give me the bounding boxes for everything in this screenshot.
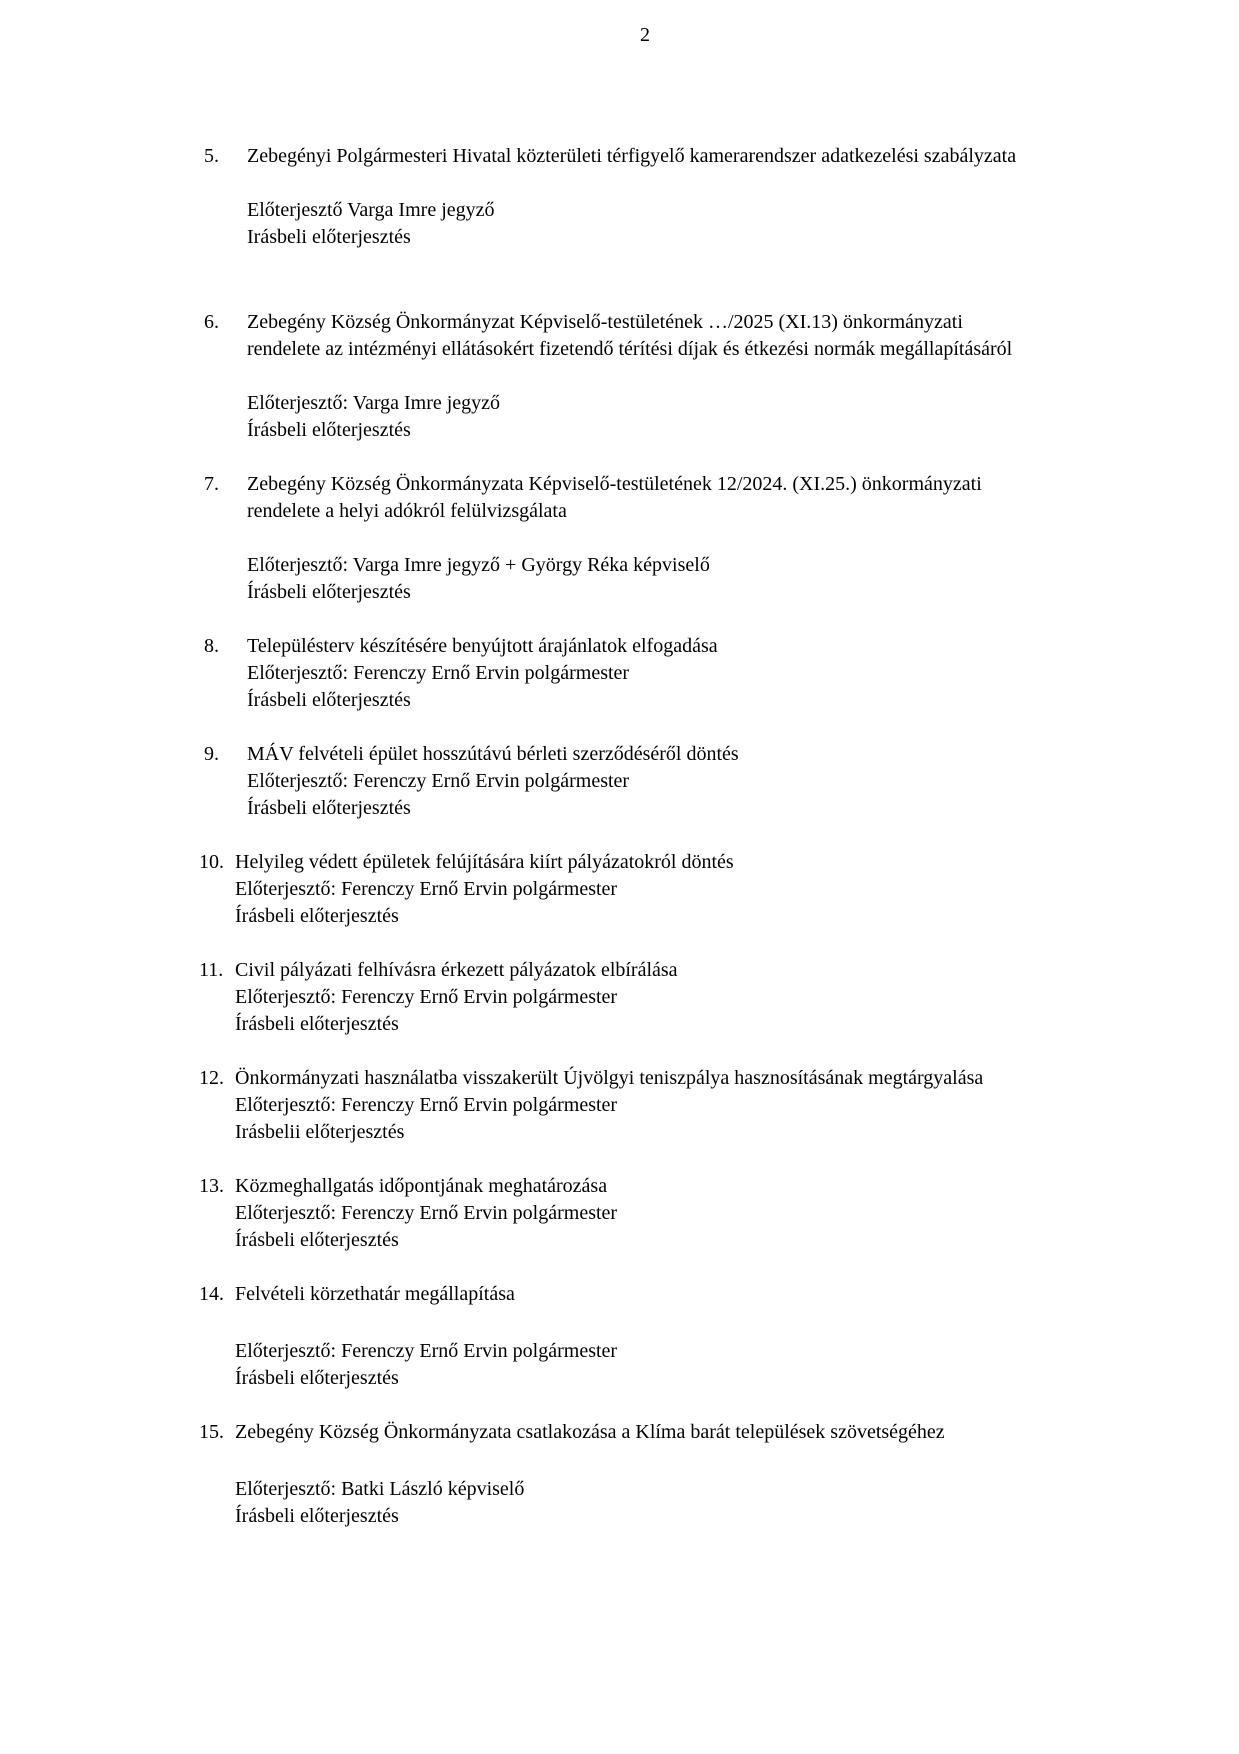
item-title-line-2: rendelete a helyi adókról felülvizsgálata [247, 500, 567, 522]
item-submission-type: Írásbeli előterjesztés [235, 905, 399, 927]
page-number: 2 [640, 24, 650, 46]
agenda-item-11 [0, 957, 1239, 1038]
item-presenter: Előterjesztő: Varga Imre jegyző + György Réka képviselő [247, 554, 710, 576]
item-title: Zebegény Község Önkormányzata csatlakozása a Klíma barát települések szövetségéhez [235, 1421, 945, 1443]
item-title: Településterv készítésére benyújtott árajánlatok elfogadása [247, 635, 718, 657]
item-title: Zebegény Község Önkormányzata Képviselő-testületének 12/2024. (XI.25.) önkormányzati [247, 473, 982, 495]
item-submission-type: Írásbeli előterjesztés [235, 1367, 399, 1389]
item-presenter: Előterjesztő: Ferenczy Ernő Ervin polgármester [235, 878, 618, 900]
item-submission-type: Irásbelii előterjesztés [235, 1121, 405, 1143]
item-number: 8. [204, 635, 219, 657]
item-title: Zebegényi Polgármesteri Hivatal közterületi térfigyelő kamerarendszer adatkezelési szabályzata [247, 145, 1017, 167]
item-number: 6. [204, 311, 219, 333]
item-submission-type: Írásbeli előterjesztés [235, 1505, 399, 1527]
item-number: 10. [199, 851, 224, 873]
item-number: 7. [204, 473, 219, 495]
agenda-item-10 [0, 849, 1239, 930]
agenda-item-9 [0, 741, 1239, 822]
item-presenter: Előterjesztő: Ferenczy Ernő Ervin polgármester [247, 662, 630, 684]
agenda-item-7 [0, 471, 1239, 606]
item-submission-type: Írásbeli előterjesztés [235, 1013, 399, 1035]
item-presenter: Előterjesztő: Varga Imre jegyző [247, 392, 501, 414]
agenda-item-15 [0, 1419, 1239, 1530]
item-number: 15. [199, 1421, 224, 1443]
item-number: 12. [199, 1067, 224, 1089]
item-title-line-2: rendelete az intézményi ellátásokért fizetendő térítési díjak és étkezési normák megállapításáról [247, 338, 1013, 360]
item-presenter: Előterjesztő: Ferenczy Ernő Ervin polgármester [235, 986, 618, 1008]
item-number: 5. [204, 145, 219, 167]
item-submission-type: Írásbeli előterjesztés [247, 797, 411, 819]
item-title: Zebegény Község Önkormányzat Képviselő-testületének …/2025 (XI.13) önkormányzati [247, 311, 963, 333]
item-title: MÁV felvételi épület hosszútávú bérleti szerződéséről döntés [247, 743, 739, 765]
agenda-item-5 [0, 143, 1239, 251]
agenda-item-6 [0, 309, 1239, 444]
item-title: Önkormányzati használatba visszakerült Újvölgyi teniszpálya hasznosításának megtárgyalása [235, 1067, 984, 1089]
item-title: Felvételi körzethatár megállapítása [235, 1283, 515, 1305]
item-presenter: Előterjesztő Varga Imre jegyző [247, 199, 495, 221]
item-presenter: Előterjesztő: Ferenczy Ernő Ervin polgármester [247, 770, 630, 792]
item-number: 14. [199, 1283, 224, 1305]
agenda-item-13 [0, 1173, 1239, 1254]
item-number: 9. [204, 743, 219, 765]
item-title: Helyileg védett épületek felújítására kiírt pályázatokról döntés [235, 851, 734, 873]
item-number: 13. [199, 1175, 224, 1197]
item-submission-type: Írásbeli előterjesztés [235, 1229, 399, 1251]
agenda-item-12 [0, 1065, 1239, 1146]
item-title: Civil pályázati felhívásra érkezett pályázatok elbírálása [235, 959, 678, 981]
agenda-item-8 [0, 633, 1239, 714]
item-submission-type: Írásbeli előterjesztés [247, 581, 411, 603]
item-submission-type: Irásbeli előterjesztés [247, 226, 411, 248]
item-presenter: Előterjesztő: Ferenczy Ernő Ervin polgármester [235, 1340, 618, 1362]
item-presenter: Előterjesztő: Ferenczy Ernő Ervin polgármester [235, 1202, 618, 1224]
item-presenter: Előterjesztő: Batki László képviselő [235, 1478, 525, 1500]
agenda-item-14 [0, 1281, 1239, 1392]
item-submission-type: Írásbeli előterjesztés [247, 689, 411, 711]
item-presenter: Előterjesztő: Ferenczy Ernő Ervin polgármester [235, 1094, 618, 1116]
item-number: 11. [199, 959, 224, 981]
item-submission-type: Írásbeli előterjesztés [247, 419, 411, 441]
item-title: Közmeghallgatás időpontjának meghatározása [235, 1175, 608, 1197]
